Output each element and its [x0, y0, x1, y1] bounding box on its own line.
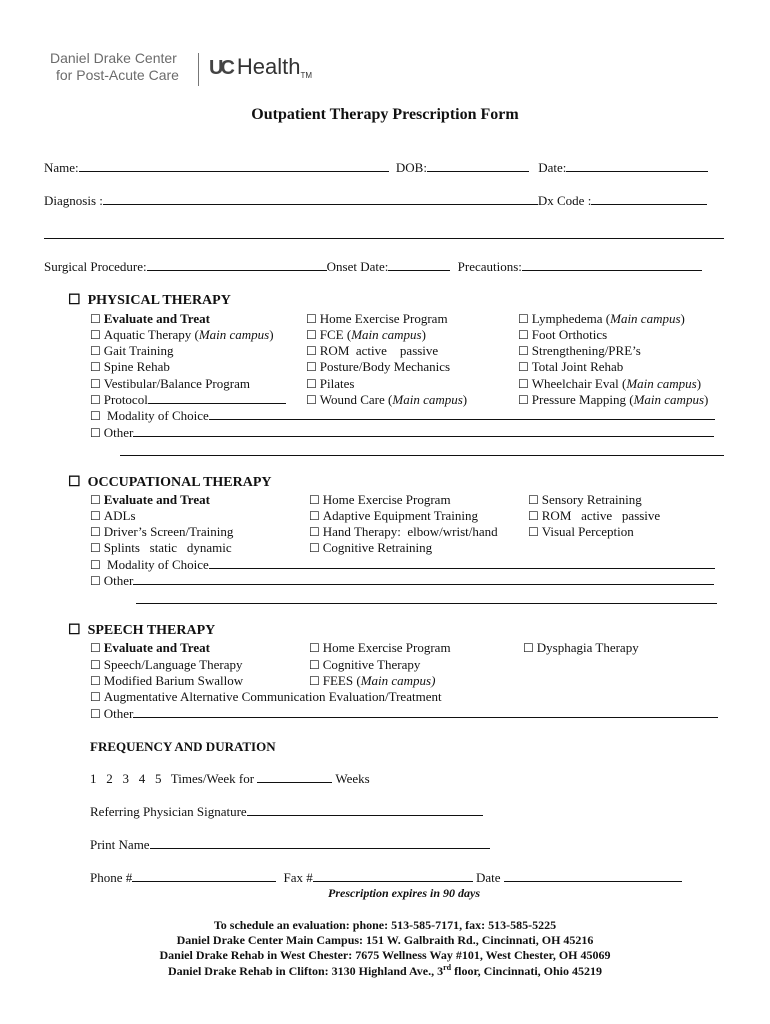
option-label: Gait Training — [103, 343, 174, 358]
ot-option-adaptive[interactable] — [309, 508, 478, 524]
footer-west-chester: Daniel Drake Rehab in West Chester: 7675 Wellness Way #101, West Chester, OH 45069 — [159, 948, 611, 962]
option-label: Protocol — [103, 392, 148, 407]
checkbox[interactable]: ☐ — [90, 509, 101, 523]
checkbox[interactable]: ☐ — [309, 674, 320, 688]
pt-option-foot-orthotics[interactable] — [518, 327, 607, 343]
date-field[interactable] — [566, 160, 708, 172]
pt-option-rom[interactable] — [306, 343, 438, 359]
onset-date-label: Onset Date: — [326, 259, 389, 274]
option-label: Other — [103, 573, 134, 588]
precautions-label: Precautions: — [457, 259, 522, 274]
st-section-checkbox[interactable]: ☐ — [68, 623, 81, 638]
pt-option-total-joint[interactable] — [518, 359, 623, 375]
checkbox[interactable]: ☐ — [90, 344, 101, 358]
frequency-row — [90, 771, 370, 787]
surgical-procedure-field[interactable] — [147, 259, 327, 271]
checkbox[interactable]: ☐ — [306, 344, 317, 358]
checkbox[interactable]: ☐ — [309, 493, 320, 507]
option-label: Home Exercise Program — [322, 640, 451, 655]
footer-main-campus: Daniel Drake Center Main Campus: 151 W. Galbraith Rd., Cincinnati, OH 45216 — [176, 933, 594, 947]
weeks-label: Weeks — [335, 771, 370, 786]
footer-contact: To schedule an evaluation: phone: 513-585-7171, fax: 513-585-5225 — [213, 918, 557, 932]
logo-divider — [198, 53, 199, 86]
option-label: FCE ( — [319, 327, 352, 342]
checkbox[interactable]: ☐ — [306, 377, 317, 391]
checkbox[interactable]: ☐ — [90, 658, 101, 672]
diagnosis-continuation-line[interactable] — [44, 238, 724, 239]
option-label: Cognitive Retraining — [322, 540, 433, 555]
dob-field[interactable] — [427, 160, 529, 172]
option-note: Main campus — [626, 376, 697, 391]
st-option-evaluate[interactable] — [90, 640, 210, 656]
checkbox[interactable]: ☐ — [90, 525, 101, 539]
option-label: Other — [103, 706, 134, 721]
checkbox[interactable]: ☐ — [90, 377, 101, 391]
option-label: ADLs — [103, 508, 136, 523]
checkbox[interactable]: ☐ — [309, 641, 320, 655]
ot-option-evaluate[interactable] — [90, 492, 210, 508]
ot-option-adls[interactable] — [90, 508, 136, 524]
onset-date-field[interactable] — [388, 259, 450, 271]
pt-option-wheelchair[interactable]: ☐ Wheelchair Eval (Main campus) — [518, 376, 702, 391]
referring-signature-field[interactable] — [247, 804, 483, 816]
option-label: Lymphedema ( — [531, 311, 611, 326]
option-label: Pilates — [319, 376, 355, 391]
other-field[interactable] — [133, 425, 714, 437]
st-option-cognitive[interactable] — [309, 657, 420, 673]
option-label: Hand Therapy: elbow/wrist/hand — [322, 524, 498, 539]
option-label: Evaluate and Treat — [103, 492, 210, 507]
st-option-home-exercise[interactable] — [309, 640, 451, 656]
option-label: Evaluate and Treat — [103, 311, 210, 326]
ot-other-continuation-line[interactable] — [136, 603, 717, 604]
pt-option-modality[interactable] — [90, 408, 715, 424]
weeks-field[interactable] — [257, 771, 332, 783]
other-field[interactable] — [133, 573, 714, 585]
option-label: Evaluate and Treat — [103, 640, 210, 655]
checkbox[interactable]: ☐ — [309, 541, 320, 555]
option-note: Main campus) — [360, 673, 436, 688]
option-label: ROM active passive — [541, 508, 661, 523]
ot-option-cognitive[interactable] — [309, 540, 432, 556]
checkbox[interactable]: ☐ — [309, 525, 320, 539]
option-label: Spine Rehab — [103, 359, 170, 374]
trademark: TM — [300, 71, 313, 80]
checkbox[interactable]: ☐ — [309, 509, 320, 523]
st-option-speech-language[interactable] — [90, 657, 243, 673]
pt-section-header — [68, 292, 231, 309]
fax-label: Fax # — [283, 870, 313, 885]
checkbox[interactable]: ☐ — [306, 312, 317, 326]
checkbox[interactable]: ☐ — [518, 312, 529, 326]
footer-clifton-text: Daniel Drake Rehab in Clifton: 3130 Highland Ave., 3 — [167, 964, 444, 978]
option-label: ROM active passive — [319, 343, 439, 358]
phone-field[interactable] — [132, 870, 276, 882]
name-field-row — [44, 160, 708, 176]
diagnosis-field[interactable] — [103, 193, 538, 205]
ot-option-splints[interactable] — [90, 540, 232, 556]
pt-option-fce[interactable]: ☐ FCE (Main campus) — [306, 327, 426, 342]
option-label: Wheelchair Eval ( — [531, 376, 627, 391]
fax-field[interactable] — [313, 870, 473, 882]
st-option-fees[interactable] — [309, 673, 435, 689]
pt-option-posture[interactable] — [306, 359, 450, 375]
date-label: Date: — [538, 160, 567, 175]
frequency-numbers[interactable]: 1 2 3 4 5 — [90, 771, 162, 786]
diagnosis-row — [44, 193, 707, 209]
checkbox[interactable]: ☐ — [528, 493, 539, 507]
st-option-other[interactable] — [90, 706, 718, 722]
print-name-label: Print Name — [90, 837, 150, 852]
checkbox[interactable]: ☐ — [90, 426, 101, 440]
st-heading: SPEECH THERAPY — [87, 623, 216, 638]
checkbox[interactable]: ☐ — [306, 360, 317, 374]
print-name-row — [90, 837, 490, 853]
option-label: Augmentative Alternative Communication Evaluation/Treatment — [103, 689, 442, 704]
option-label: Foot Orthotics — [531, 327, 608, 342]
checkbox[interactable]: ☐ — [90, 641, 101, 655]
name-label: Name: — [44, 160, 79, 175]
other-field[interactable] — [133, 706, 718, 718]
protocol-field[interactable] — [148, 392, 286, 404]
option-label: Home Exercise Program — [322, 492, 451, 507]
option-label: Modality of Choice — [107, 408, 209, 423]
option-label: Total Joint Rehab — [531, 359, 624, 374]
pt-option-wound-care[interactable]: ☐ Wound Care (Main campus) — [306, 392, 468, 407]
uc-logo-mark: UC — [209, 57, 232, 79]
option-label: Home Exercise Program — [319, 311, 448, 326]
checkbox[interactable]: ☐ — [518, 328, 529, 342]
dx-code-field[interactable] — [591, 193, 707, 205]
ot-option-hand-therapy[interactable] — [309, 524, 498, 540]
checkbox[interactable]: ☐ — [518, 344, 529, 358]
checkbox[interactable]: ☐ — [90, 690, 101, 704]
option-label: Speech/Language Therapy — [103, 657, 243, 672]
checkbox[interactable]: ☐ — [90, 674, 101, 688]
pt-other-continuation-line[interactable] — [120, 455, 724, 456]
pt-option-aquatic[interactable]: ☐ Aquatic Therapy (Main campus) — [90, 327, 274, 342]
pt-option-pressure-mapping[interactable]: ☐ Pressure Mapping (Main campus) — [518, 392, 709, 407]
org-line-2: for Post-Acute Care — [56, 67, 179, 83]
checkbox[interactable]: ☐ — [306, 328, 317, 342]
pt-heading: PHYSICAL THERAPY — [87, 293, 231, 308]
pt-section-checkbox[interactable]: ☐ — [68, 293, 81, 308]
modality-field[interactable] — [209, 408, 715, 420]
checkbox[interactable]: ☐ — [90, 312, 101, 326]
prescription-expiry: Prescription expires in 90 days — [328, 886, 480, 900]
modality-field[interactable] — [209, 557, 715, 569]
option-note: Main campus — [610, 311, 681, 326]
option-label: Posture/Body Mechanics — [319, 359, 451, 374]
option-label: Splints static dynamic — [103, 540, 232, 555]
checkbox[interactable]: ☐ — [90, 558, 101, 572]
checkbox[interactable]: ☐ — [309, 658, 320, 672]
precautions-field[interactable] — [522, 259, 702, 271]
option-label: Dysphagia Therapy — [536, 640, 639, 655]
org-logo-text — [50, 50, 179, 84]
surgical-procedure-label: Surgical Procedure: — [44, 259, 147, 274]
ot-option-other[interactable] — [90, 573, 714, 589]
checkbox[interactable]: ☐ — [90, 409, 101, 423]
name-field[interactable] — [79, 160, 389, 172]
ot-heading: OCCUPATIONAL THERAPY — [87, 475, 272, 490]
health-wordmark: Health — [236, 54, 301, 79]
option-label: Wound Care ( — [319, 392, 393, 407]
pt-option-gait[interactable] — [90, 343, 173, 359]
page-title: Outpatient Therapy Prescription Form — [251, 106, 519, 123]
option-label: Modality of Choice — [107, 557, 209, 572]
option-label: Modified Barium Swallow — [103, 673, 244, 688]
checkbox[interactable]: ☐ — [90, 493, 101, 507]
option-label: Visual Perception — [541, 524, 634, 539]
option-note: Main campus — [392, 392, 463, 407]
checkbox[interactable]: ☐ — [528, 525, 539, 539]
phone-fax-row — [90, 870, 682, 886]
checkbox[interactable]: ☐ — [90, 541, 101, 555]
pt-option-other[interactable] — [90, 425, 714, 441]
option-label: Vestibular/Balance Program — [103, 376, 250, 391]
option-label: Pressure Mapping ( — [531, 392, 634, 407]
footer-clifton-sup: rd — [443, 963, 452, 972]
option-label: Cognitive Therapy — [322, 657, 421, 672]
pt-option-pilates[interactable] — [306, 376, 354, 392]
option-label: Strengthening/PRE’s — [531, 343, 641, 358]
ot-section-header — [68, 474, 272, 491]
checkbox[interactable]: ☐ — [518, 377, 529, 391]
st-option-aac[interactable] — [90, 689, 442, 705]
diagnosis-label: Diagnosis : — [44, 193, 103, 208]
checkbox[interactable]: ☐ — [528, 509, 539, 523]
checkbox[interactable]: ☐ — [523, 641, 534, 655]
option-label: Aquatic Therapy ( — [103, 327, 199, 342]
st-option-dysphagia[interactable] — [523, 640, 639, 656]
dx-code-label: Dx Code : — [537, 193, 592, 208]
footer-clifton-text-end: floor, Cincinnati, Ohio 45219 — [451, 964, 603, 978]
surgical-row — [44, 259, 702, 275]
print-name-field[interactable] — [150, 837, 490, 849]
footer-clifton — [0, 963, 770, 979]
frequency-heading: FREQUENCY AND DURATION — [90, 739, 276, 754]
pt-option-vestibular[interactable] — [90, 376, 250, 392]
pt-option-protocol[interactable] — [90, 392, 286, 408]
ot-option-sensory[interactable] — [528, 492, 642, 508]
sig-date-field[interactable] — [504, 870, 682, 882]
option-label: Driver’s Screen/Training — [103, 524, 234, 539]
org-line-1: Daniel Drake Center — [50, 50, 177, 66]
dob-label: DOB: — [395, 160, 427, 175]
phone-label: Phone # — [90, 870, 133, 885]
checkbox[interactable]: ☐ — [306, 393, 317, 407]
ot-option-home-exercise[interactable] — [309, 492, 451, 508]
ot-section-checkbox[interactable]: ☐ — [68, 475, 81, 490]
pt-option-home-exercise[interactable] — [306, 311, 448, 327]
option-note: Main campus — [198, 327, 270, 342]
ot-option-modality[interactable] — [90, 557, 715, 573]
checkbox[interactable]: ☐ — [90, 393, 101, 407]
checkbox[interactable]: ☐ — [518, 360, 529, 374]
referring-signature-row — [90, 804, 483, 820]
option-note: Main campus — [633, 392, 705, 407]
pt-option-lymphedema[interactable]: ☐ Lymphedema (Main campus) — [518, 311, 685, 326]
option-label: Other — [103, 425, 134, 440]
ot-option-driver[interactable] — [90, 524, 233, 540]
checkbox[interactable]: ☐ — [518, 393, 529, 407]
checkbox[interactable]: ☐ — [90, 574, 101, 588]
pt-option-evaluate[interactable] — [90, 311, 210, 327]
option-note: Main campus — [351, 327, 422, 342]
st-option-barium[interactable] — [90, 673, 243, 689]
pt-option-spine[interactable] — [90, 359, 170, 375]
option-label: Adaptive Equipment Training — [322, 508, 479, 523]
st-section-header — [68, 622, 215, 639]
checkbox[interactable]: ☐ — [90, 360, 101, 374]
ot-option-rom[interactable] — [528, 508, 660, 524]
uc-health-logo — [209, 54, 312, 80]
ot-option-visual[interactable] — [528, 524, 634, 540]
times-week-label: Times/Week for — [170, 771, 255, 786]
sig-date-label: Date — [476, 870, 501, 885]
checkbox[interactable]: ☐ — [90, 707, 101, 721]
option-label: FEES ( — [322, 673, 361, 688]
pt-option-strengthening[interactable] — [518, 343, 641, 359]
referring-signature-label: Referring Physician Signature — [90, 804, 247, 819]
checkbox[interactable]: ☐ — [90, 328, 101, 342]
option-label: Sensory Retraining — [541, 492, 642, 507]
